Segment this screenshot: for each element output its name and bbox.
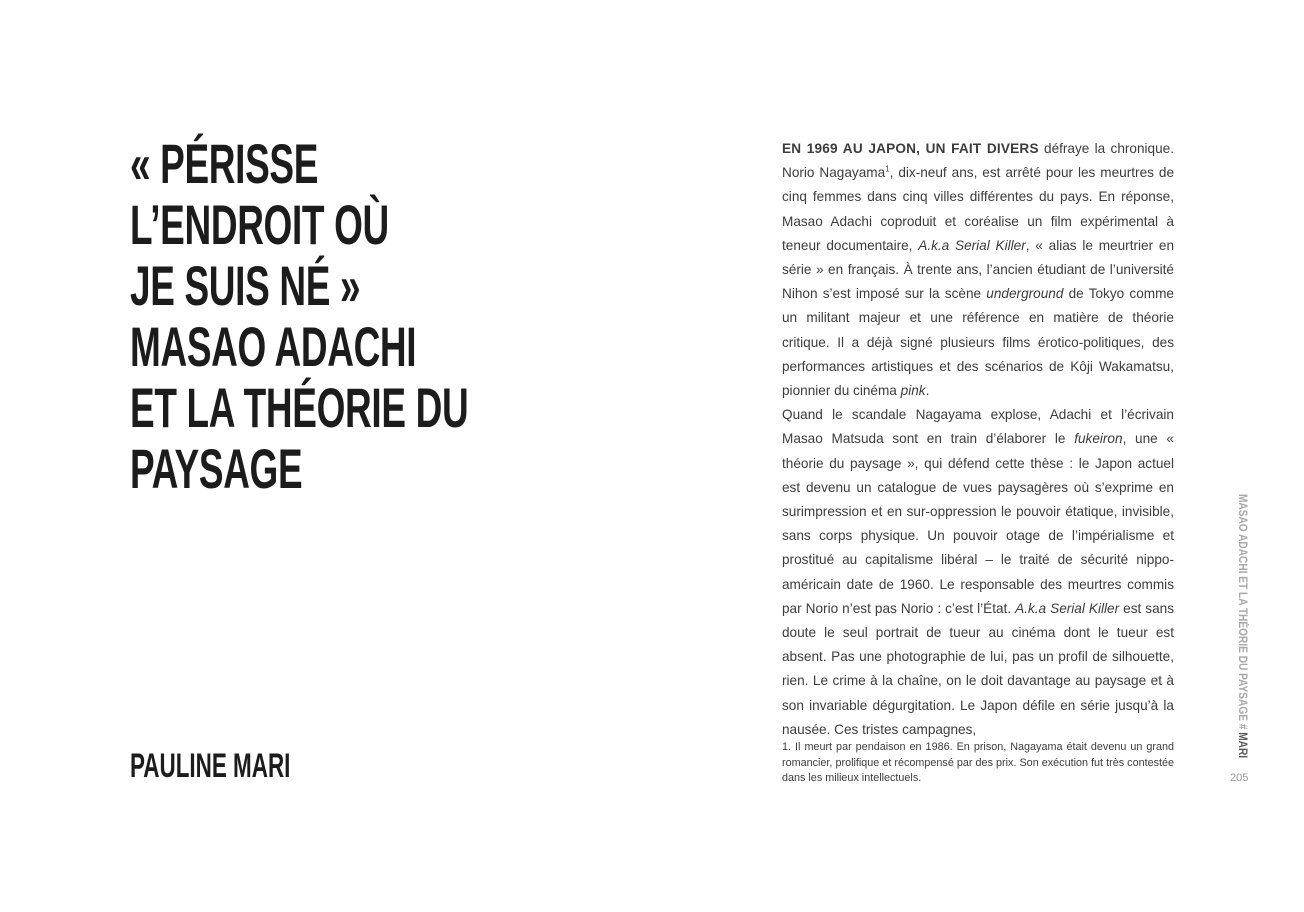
title-line: PAYSAGE	[130, 437, 303, 500]
emphasis: pink	[900, 383, 926, 399]
article-title	[130, 133, 500, 499]
title-line: L’ENDROIT OÙ	[130, 193, 389, 256]
running-header-title: MASAO ADACHI ET LA THÉORIE DU PAYSAGE #	[1236, 494, 1248, 733]
title-line: ET LA THÉORIE DU	[130, 376, 469, 439]
paragraph	[782, 403, 1174, 742]
film-title: A.k.a Serial Killer	[1015, 600, 1120, 616]
text-run: de Tokyo comme un militant majeur et une référence en matière de théorie critique. Il a déjà signé plusieurs films érotico-politiques, des performances artistiques et des scénarios de Kôji Wakamatsu, pionnier du cinéma	[782, 286, 1174, 399]
page-number: 205	[1230, 772, 1249, 784]
text-run: , une « théorie du paysage », qui défend cette thèse : le Japon actuel est devenu un catalogue de vues paysagères où s’exprime en surimpression et en sur-oppression le pouvoir étatique, invisible, sans corps physique. Un pouvoir otage de l’impérialisme et prostitué au capitalisme libéral – le traité de sécurité nippo-américain date de 1960. Le responsable des meurtres commis par Norio n’est pas Norio : c’est l’État.	[782, 431, 1174, 616]
text-run: .	[925, 383, 930, 399]
running-header	[1232, 494, 1248, 759]
body-text	[782, 137, 1174, 742]
title-line: JE SUIS NÉ »	[130, 254, 361, 317]
text-run: , dix-neuf ans, est arrêté pour les meurtres de cinq femmes dans cinq villes différentes du pays. En réponse, Masao Adachi coproduit et coréalise un film expérimental à teneur documentaire,	[782, 165, 1175, 253]
title-line: MASAO ADACHI	[130, 315, 417, 378]
paragraph	[782, 137, 1174, 403]
running-header-author: MARI	[1236, 732, 1248, 759]
film-title: A.k.a Serial Killer	[918, 237, 1026, 253]
emphasis: underground	[986, 286, 1064, 302]
title-line: « PÉRISSE	[130, 132, 319, 195]
text-run: défraye la chronique. Norio Nagayama	[782, 141, 1174, 181]
author-name: PAULINE MARI	[130, 747, 291, 785]
text-run: , « alias le meurtrier en série » en français. À trente ans, l’ancien étudiant de l’université Nihon s’est imposé sur la scène	[782, 237, 1175, 302]
footnote-reference: 1	[885, 164, 890, 174]
footnote: 1. Il meurt par pendaison en 1986. En prison, Nagayama était devenu un grand romancier, prolifique et récompensé par des prix. Son exécution fut très contestée dans les milieux intellectuels.	[782, 741, 1174, 784]
text-run: est sans doute le seul portrait de tueur au cinéma dont le tueur est absent. Pas une photographie de lui, pas un profil de silhouette, rien. Le crime à la chaîne, on le doit davantage au paysage et à son invariable dégurgitation. Le Japon défile en série jusqu’à la nausée. Ces tristes campagnes,	[782, 600, 1174, 737]
emphasis: fukeiron	[1074, 431, 1123, 447]
text-run: Quand le scandale Nagayama explose, Adachi et l’écrivain Masao Matsuda sont en train d’élaborer le	[782, 407, 1174, 447]
lead-in: EN 1969 AU JAPON, UN FAIT DIVERS	[782, 141, 1039, 156]
